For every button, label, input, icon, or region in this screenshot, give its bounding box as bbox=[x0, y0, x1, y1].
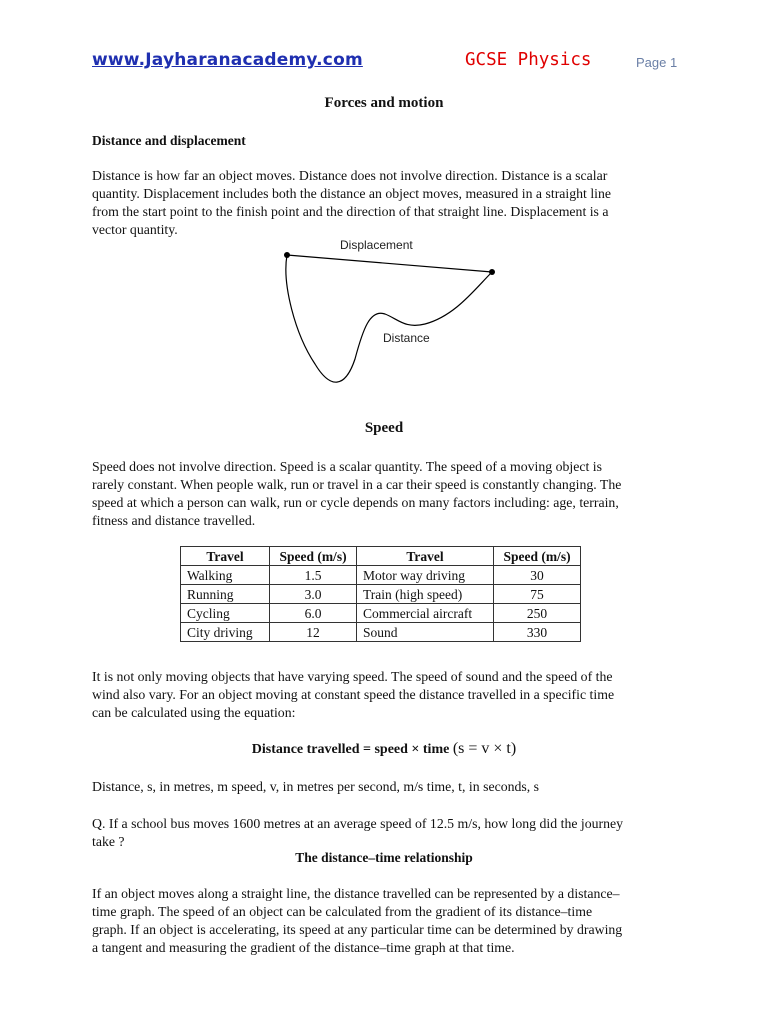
table-cell: 6.0 bbox=[270, 604, 357, 623]
displacement-label: Displacement bbox=[340, 238, 413, 252]
paragraph-speed bbox=[92, 458, 682, 530]
website-link[interactable]: www.Jayharanacademy.com bbox=[92, 50, 363, 70]
column-header: Travel bbox=[357, 547, 494, 566]
text-line: Q. If a school bus moves 1600 metres at an average speed of 12.5 m/s, how long did the journey bbox=[92, 816, 624, 831]
table-header-row bbox=[181, 547, 581, 566]
text-line: wind also vary. For an object moving at constant speed the distance travelled in a specific time bbox=[92, 687, 615, 702]
document-title: Forces and motion bbox=[324, 95, 444, 111]
speed-equation bbox=[0, 740, 768, 758]
text-line: speed at which a person can walk, run or cycle depends on many factors including: age, terrain, bbox=[92, 495, 619, 510]
paragraph-distance-displacement bbox=[92, 167, 682, 239]
text-line: quantity. Displacement includes both the distance an object moves, measured in a straight line bbox=[92, 186, 612, 201]
table-row bbox=[181, 623, 581, 642]
table-cell: City driving bbox=[181, 623, 270, 642]
text-line: rarely constant. When people walk, run or travel in a car their speed is constantly changing. The bbox=[92, 477, 622, 492]
text-line: can be calculated using the equation: bbox=[92, 705, 296, 720]
heading-speed: Speed bbox=[364, 420, 404, 436]
table-cell: Train (high speed) bbox=[357, 585, 494, 604]
heading-distance-time: The distance–time relationship bbox=[295, 850, 473, 865]
table-cell: 30 bbox=[494, 566, 581, 585]
equation-words: Distance travelled = speed × time bbox=[251, 742, 450, 757]
table-cell: 330 bbox=[494, 623, 581, 642]
subject-title: GCSE Physics bbox=[465, 50, 592, 70]
table-row bbox=[181, 566, 581, 585]
table-row bbox=[181, 585, 581, 604]
column-header: Speed (m/s) bbox=[270, 547, 357, 566]
heading-distance-displacement: Distance and displacement bbox=[92, 133, 246, 148]
question-paragraph bbox=[92, 815, 682, 851]
table-cell: Commercial aircraft bbox=[357, 604, 494, 623]
distance-label: Distance bbox=[383, 331, 430, 345]
paragraph-distance-time bbox=[92, 885, 682, 957]
distance-displacement-diagram bbox=[270, 234, 510, 394]
table-cell: 250 bbox=[494, 604, 581, 623]
table-cell: Walking bbox=[181, 566, 270, 585]
table-cell: Sound bbox=[357, 623, 494, 642]
end-point bbox=[489, 269, 495, 275]
text-line: a tangent and measuring the gradient of the distance–time graph at that time. bbox=[92, 940, 515, 955]
text-line: from the start point to the finish point and the direction of that straight line. Displacement is a bbox=[92, 204, 609, 219]
variables-definition bbox=[92, 778, 682, 796]
text-line: It is not only moving objects that have varying speed. The speed of sound and the speed of the bbox=[92, 669, 613, 684]
start-point bbox=[284, 252, 290, 258]
table-cell: 75 bbox=[494, 585, 581, 604]
table-cell: 1.5 bbox=[270, 566, 357, 585]
distance-path bbox=[286, 255, 492, 382]
text-line: vector quantity. bbox=[92, 222, 178, 237]
table-cell: Running bbox=[181, 585, 270, 604]
table-cell: 12 bbox=[270, 623, 357, 642]
equation-symbolic: (s = v × t) bbox=[452, 740, 517, 757]
table-cell: Cycling bbox=[181, 604, 270, 623]
text-line: take ? bbox=[92, 834, 125, 849]
column-header: Travel bbox=[181, 547, 270, 566]
paragraph-varying-speed bbox=[92, 668, 682, 722]
text-line: fitness and distance travelled. bbox=[92, 513, 256, 528]
page-number: Page 1 bbox=[636, 55, 678, 70]
table-cell: 3.0 bbox=[270, 585, 357, 604]
table-row bbox=[181, 604, 581, 623]
text-line: Distance, s, in metres, m speed, v, in metres per second, m/s time, t, in seconds, s bbox=[92, 779, 540, 794]
text-line: If an object moves along a straight line, the distance travelled can be represented by a distance– bbox=[92, 886, 620, 901]
text-line: graph. If an object is accelerating, its speed at any particular time can be determined by drawing bbox=[92, 922, 623, 937]
column-header: Speed (m/s) bbox=[494, 547, 581, 566]
displacement-line bbox=[287, 255, 492, 272]
table-cell: Motor way driving bbox=[357, 566, 494, 585]
text-line: Distance is how far an object moves. Distance does not involve direction. Distance is a scalar bbox=[92, 168, 608, 183]
speed-table bbox=[180, 546, 581, 642]
text-line: Speed does not involve direction. Speed is a scalar quantity. The speed of a moving object is bbox=[92, 459, 602, 474]
text-line: time graph. The speed of an object can be calculated from the gradient of its distance–time bbox=[92, 904, 593, 919]
